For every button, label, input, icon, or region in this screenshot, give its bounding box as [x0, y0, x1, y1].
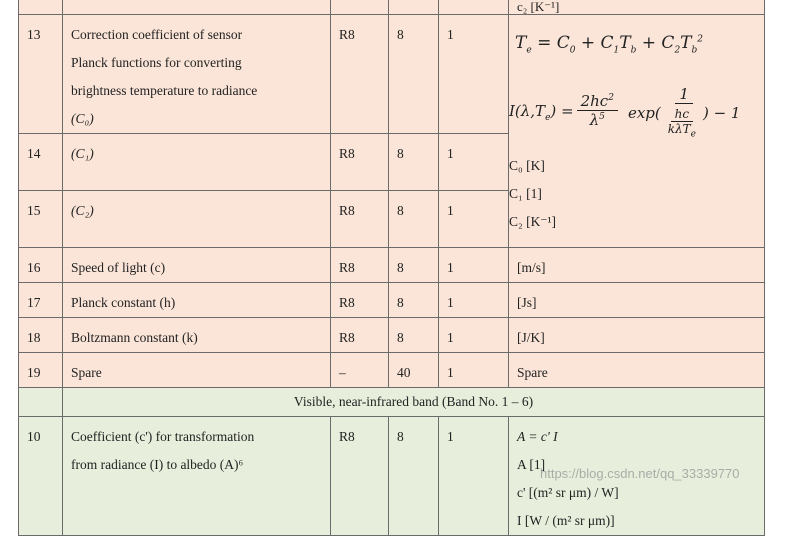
- row-number: 17: [19, 283, 63, 318]
- parameter-table: [18, 0, 765, 536]
- row-number: 15: [19, 191, 63, 248]
- description-line: Planck functions for converting: [71, 55, 242, 70]
- description-cell: Boltzmann constant (k): [63, 318, 331, 353]
- row-number: 19: [19, 353, 63, 388]
- unit-line: A [1]: [517, 457, 546, 472]
- watermark: https://blog.csdn.net/qq_33339770: [540, 466, 740, 481]
- description-cell: (C₁): [63, 134, 331, 191]
- row-number: 18: [19, 318, 63, 353]
- count-cell: 1: [439, 191, 509, 248]
- unit-cell: [m/s]: [509, 248, 765, 283]
- description-cell: Spare: [63, 353, 331, 388]
- table-row: [19, 353, 765, 388]
- type-cell: R8: [331, 417, 389, 536]
- band-header: Visible, near-infrared band (Band No. 1 – 6): [63, 388, 765, 417]
- bytes-cell: 8: [389, 15, 439, 134]
- count-cell: 1: [439, 283, 509, 318]
- description-line: from radiance (I) to albedo (A)⁶: [71, 457, 244, 472]
- table-row: [19, 0, 765, 15]
- unit-line: C₀ [K]: [509, 158, 545, 173]
- unit-cell: [Js]: [509, 283, 765, 318]
- count-cell: 1: [439, 248, 509, 283]
- type-cell: –: [331, 353, 389, 388]
- type-cell: R8: [331, 15, 389, 134]
- row-number: 13: [19, 15, 63, 134]
- unit-line: I [W / (m² sr μm)]: [517, 513, 615, 528]
- bytes-cell: 40: [389, 353, 439, 388]
- description-cell: (C₂): [63, 191, 331, 248]
- table-row: [19, 283, 765, 318]
- unit-line: A = c' I: [517, 429, 558, 444]
- description-line: Correction coefficient of sensor: [71, 27, 243, 42]
- type-cell: R8: [331, 318, 389, 353]
- description-cell: [63, 417, 331, 536]
- count-cell: 1: [439, 417, 509, 536]
- table-row: [19, 318, 765, 353]
- description-line: brightness temperature to radiance: [71, 83, 258, 98]
- brightness-temperature-equation: $T_e = C_0 + C_1T_b + C_2T_b^2$: [515, 33, 704, 56]
- count-cell: 1: [439, 134, 509, 191]
- table-row: [19, 15, 765, 134]
- unit-line: c' [(m² sr μm) / W]: [517, 485, 619, 500]
- bytes-cell: 8: [389, 318, 439, 353]
- unit-line: C₁ [1]: [509, 186, 542, 201]
- bytes-cell: 8: [389, 417, 439, 536]
- bytes-cell: 8: [389, 248, 439, 283]
- description-line: (C₀): [71, 111, 94, 126]
- count-cell: 1: [439, 318, 509, 353]
- description-cell: Planck constant (h): [63, 283, 331, 318]
- unit-cell: [J/K]: [509, 318, 765, 353]
- bytes-cell: 8: [389, 191, 439, 248]
- type-cell: R8: [331, 134, 389, 191]
- band-header-row: [19, 388, 765, 417]
- unit-line: C₂ [K⁻¹]: [509, 214, 556, 229]
- bytes-cell: 8: [389, 134, 439, 191]
- type-cell: R8: [331, 191, 389, 248]
- description-line: Coefficient (c') for transformation: [71, 429, 255, 444]
- formula-cell: [509, 15, 765, 248]
- type-cell: R8: [331, 283, 389, 318]
- row-number: 14: [19, 134, 63, 191]
- unit-cell: c₂ [K⁻¹]: [509, 0, 765, 15]
- count-cell: 1: [439, 15, 509, 134]
- description-cell: [63, 15, 331, 134]
- row-number: 16: [19, 248, 63, 283]
- unit-cell: Spare: [509, 353, 765, 388]
- type-cell: R8: [331, 248, 389, 283]
- count-cell: 1: [439, 353, 509, 388]
- planck-equation: $I(\lambda,T_e)$ = $\frac{2hc^2}{\lambda^5}$ 1 exp( $\frac{hc}{k\lambda T_e}$ ) − 1: [509, 85, 741, 140]
- description-cell: Speed of light (c): [63, 248, 331, 283]
- row-number: 10: [19, 417, 63, 536]
- table-row: [19, 248, 765, 283]
- bytes-cell: 8: [389, 283, 439, 318]
